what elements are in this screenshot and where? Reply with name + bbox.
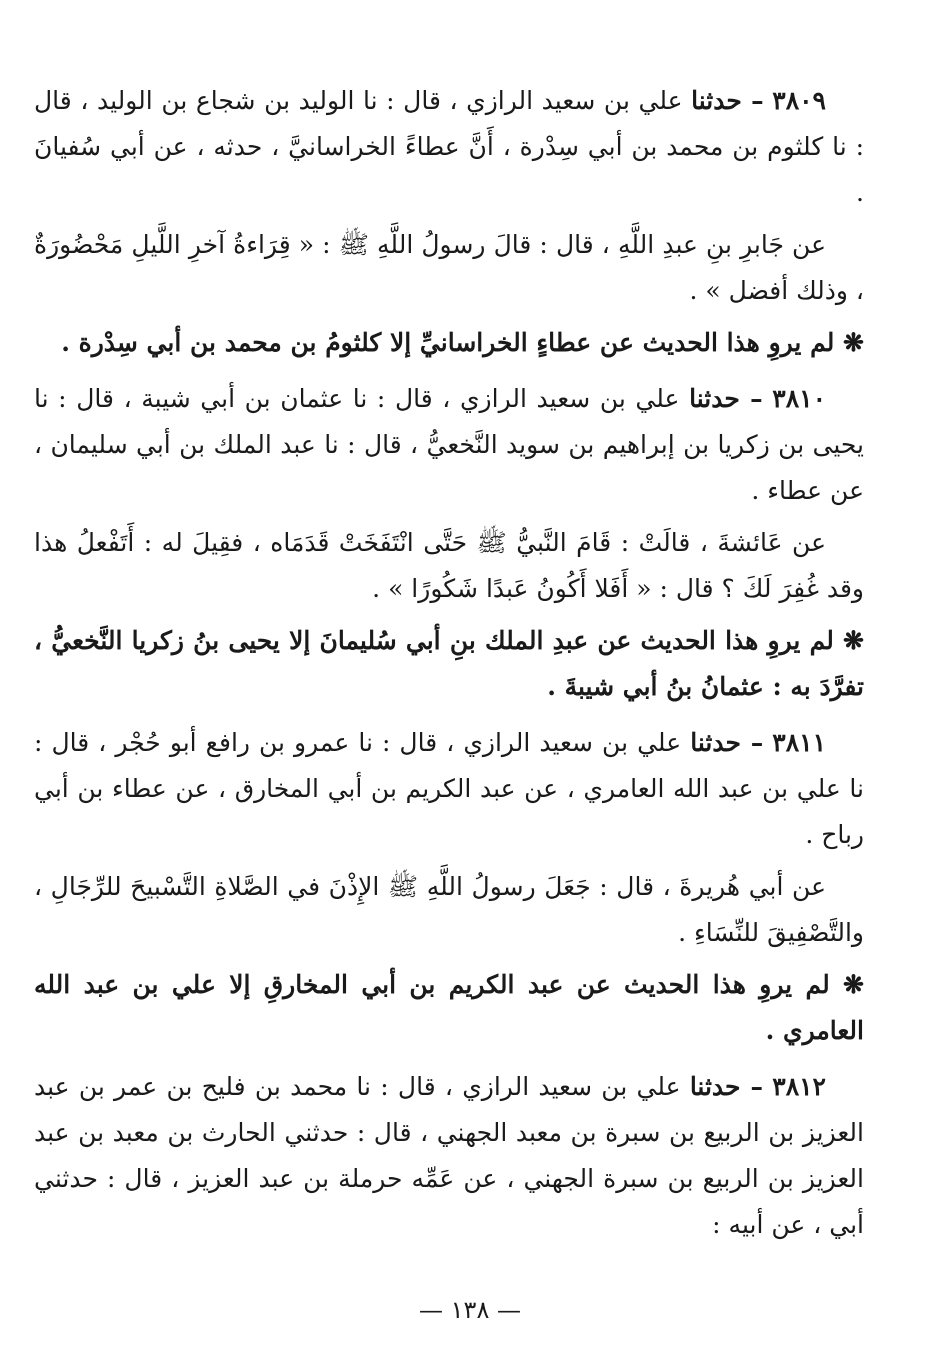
hadith-isnad xyxy=(34,78,864,216)
hadith-isnad xyxy=(34,376,864,514)
hadith-note: ❋ لم يروِ هذا الحديث عن عبدِ الملك بنِ أبي سُليمانَ إلا يحيى بنُ زكريا النَّخعيُّ ، تفرَّدَ به : عثمانُ بنُ أبي شيبةَ . xyxy=(34,626,864,701)
isnad-lead: – حدثنا xyxy=(689,1072,764,1101)
hadith-isnad xyxy=(34,720,864,858)
hadith-number: ٣٨١٢ xyxy=(772,1072,826,1101)
hadith-number: ٣٨١٠ xyxy=(772,384,827,413)
isnad-text: علي بن سعيد الرازي ، قال : نا محمد بن فليح بن عمر بن عبد العزيز بن الربيع بن سبرة بن معبد الجهني ، قال : حدثني الحارث بن معبد بن عبد العزيز بن الربيع بن سبرة الجهني ، عن عَمِّه حرملة بن عبد العزيز ، قال : حدثني أبي ، عن أبيه : xyxy=(34,1072,864,1239)
isnad-lead: – حدثنا xyxy=(691,86,764,115)
hadith-matn: عن جَابرِ بنِ عبدِ اللَّهِ ، قال : قالَ رسولُ اللَّهِ ﷺ : « قِرَاءةُ آخرِ اللَّيلِ مَحْضُورَةٌ ، وذلك أفضل » . xyxy=(34,230,864,305)
page-number: — ١٣٨ — xyxy=(419,1296,521,1324)
page-footer xyxy=(0,1296,940,1324)
hadith-number: ٣٨١١ xyxy=(772,728,826,757)
hadith-matn: عن عَائشةَ ، قالَتْ : قَامَ النَّبيُّ ﷺ حَتَّى انْتَفَخَتْ قَدَمَاه ، فقِيلَ له : أَتَفْعلُ هذا وقد غُفِرَ لَكَ ؟ قال : « أَفَلا أَكُونُ عَبدًا شَكُورًا » . xyxy=(34,528,864,603)
hadith-note: ❋ لم يروِ هذا الحديث عن عبد الكريم بن أبي المخارقِ إلا علي بن عبد الله العامري . xyxy=(34,970,864,1045)
hadith-note: ❋ لم يروِ هذا الحديث عن عطاءٍ الخراسانيِّ إلا كلثومُ بن محمد بن أبي سِدْرة . xyxy=(61,328,864,357)
hadith-isnad xyxy=(34,1064,864,1248)
hadith-matn: عن أبي هُريرةَ ، قال : جَعَلَ رسولُ اللَّهِ ﷺ الإِذْنَ في الصَّلاةِ التَّسْبيحَ للرِّجَالِ ، والتَّصْفِيقَ للنِّسَاءِ . xyxy=(34,872,864,947)
isnad-text: علي بن سعيد الرازي ، قال : نا عثمان بن أبي شيبة ، قال : نا يحيى بن زكريا بن إبراهيم بن سويد النَّخعيُّ ، قال : نا عبد الملك بن أبي سليمان ، عن عطاء . xyxy=(34,384,864,505)
isnad-text: علي بن سعيد الرازي ، قال : نا عمرو بن رافع أبو حُجْر ، قال : نا علي بن عبد الله العامري ، عن عبد الكريم بن أبي المخارق ، عن عطاء بن أبي رباح . xyxy=(34,728,864,849)
isnad-lead: – حدثنا xyxy=(690,728,764,757)
hadith-number: ٣٨٠٩ xyxy=(772,86,826,115)
isnad-text: علي بن سعيد الرازي ، قال : نا الوليد بن شجاع بن الوليد ، قال : نا كلثوم بن محمد بن أبي سِدْرة ، أَنَّ عطاءً الخراسانيَّ ، حدثه ، عن أبي سُفيانَ . xyxy=(34,86,864,207)
isnad-lead: – حدثنا xyxy=(689,384,763,413)
page-body xyxy=(34,78,864,1254)
